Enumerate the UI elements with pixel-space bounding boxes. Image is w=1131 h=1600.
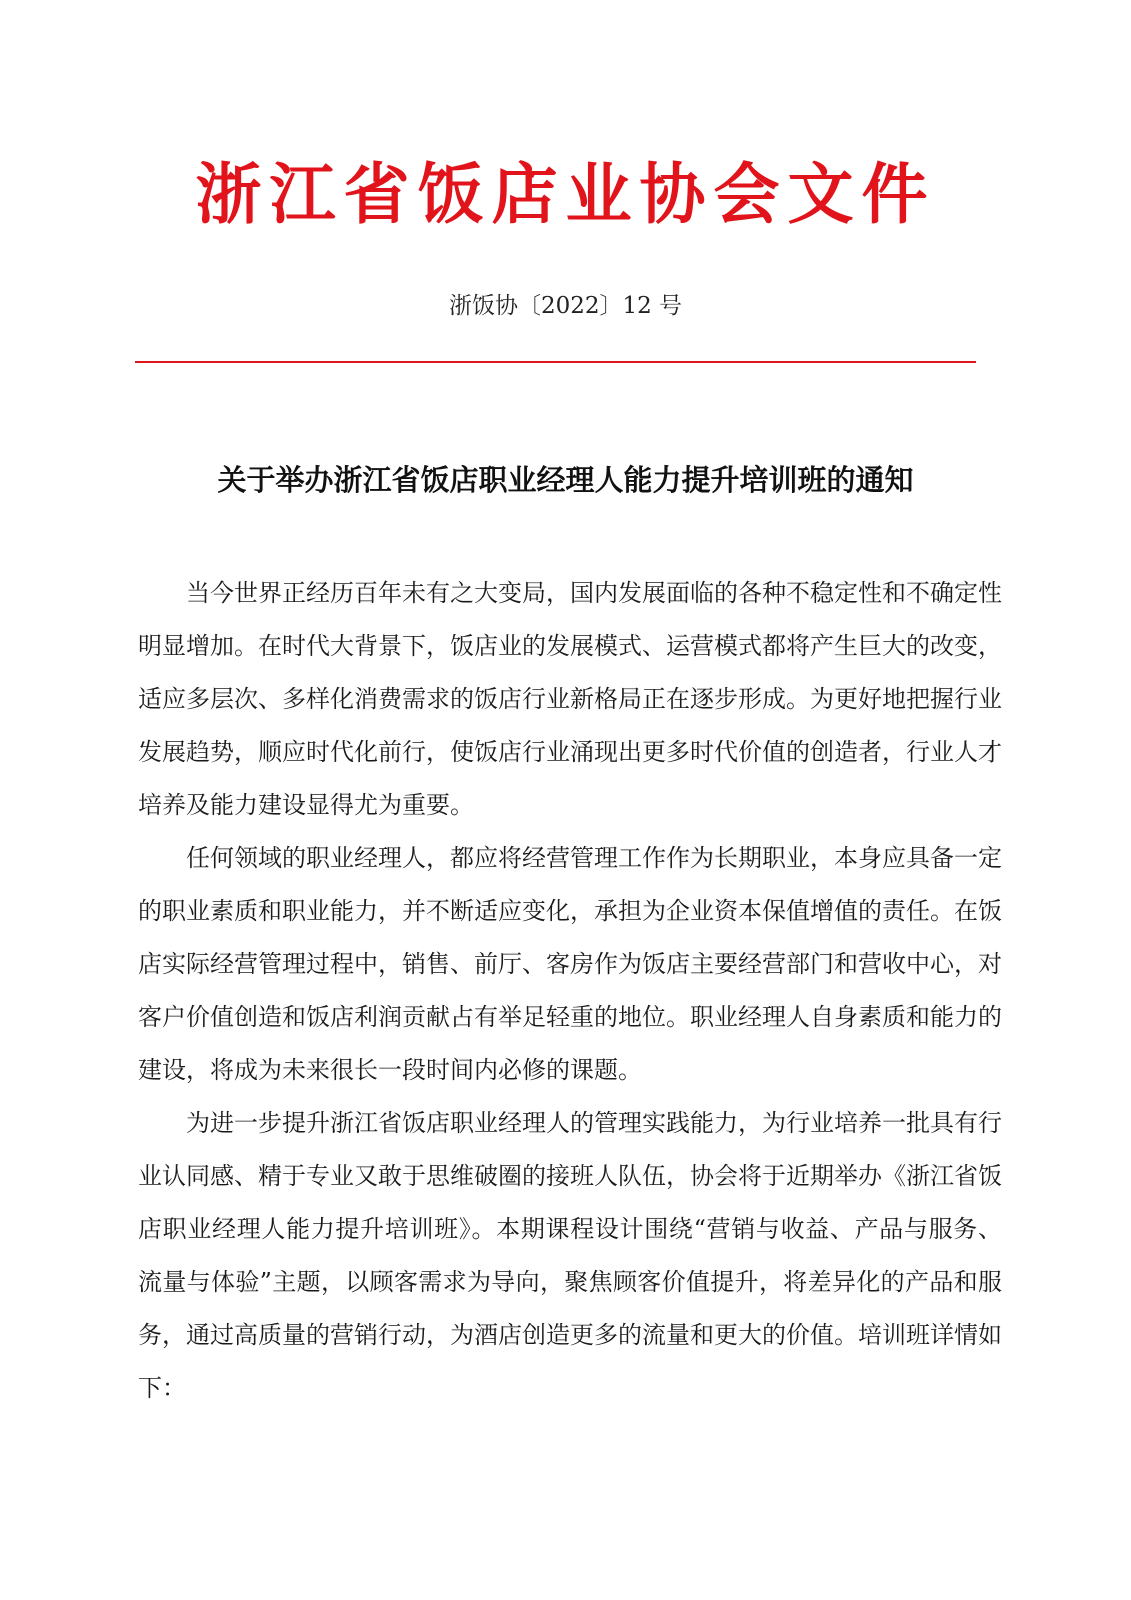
- paragraph-1: 当今世界正经历百年未有之大变局，国内发展面临的各种不稳定性和不确定性明显增加。在时代大背景下，饭店业的发展模式、运营模式都将产生巨大的改变，适应多层次、多样化消费需求的饭店行业新格局正在逐步形成。为更好地把握行业发展趋势，顺应时代化前行，使饭店行业涌现出更多时代价值的创造者，行业人才培养及能力建设显得尤为重要。: [138, 579, 1002, 819]
- notice-body: [138, 567, 1002, 1415]
- paragraph-3: 为进一步提升浙江省饭店职业经理人的管理实践能力，为行业培养一批具有行业认同感、精于专业又敢于思维破圈的接班人队伍，协会将于近期举办《浙江省饭店职业经理人能力提升培训班》。本期课程设计围绕“营销与收益、产品与服务、流量与体验”主题，以顾客需求为导向，聚焦顾客价值提升，将差异化的产品和服务，通过高质量的营销行动，为酒店创造更多的流量和更大的价值。培训班详情如下：: [138, 1109, 1002, 1402]
- red-divider: [135, 361, 976, 363]
- document-number: 浙饭协〔2022〕12 号: [448, 293, 683, 319]
- notice-title: 关于举办浙江省饭店职业经理人能力提升培训班的通知: [217, 463, 914, 497]
- paragraph-2: 任何领域的职业经理人，都应将经营管理工作作为长期职业，本身应具备一定的职业素质和职业能力，并不断适应变化，承担为企业资本保值增值的责任。在饭店实际经营管理过程中，销售、前厅、客房作为饭店主要经营部门和营收中心，对客户价值创造和饭店利润贡献占有举足轻重的地位。职业经理人自身素质和能力的建设，将成为未来很长一段时间内必修的课题。: [138, 844, 1002, 1084]
- masthead: 浙江省饭店业协会文件: [195, 156, 936, 233]
